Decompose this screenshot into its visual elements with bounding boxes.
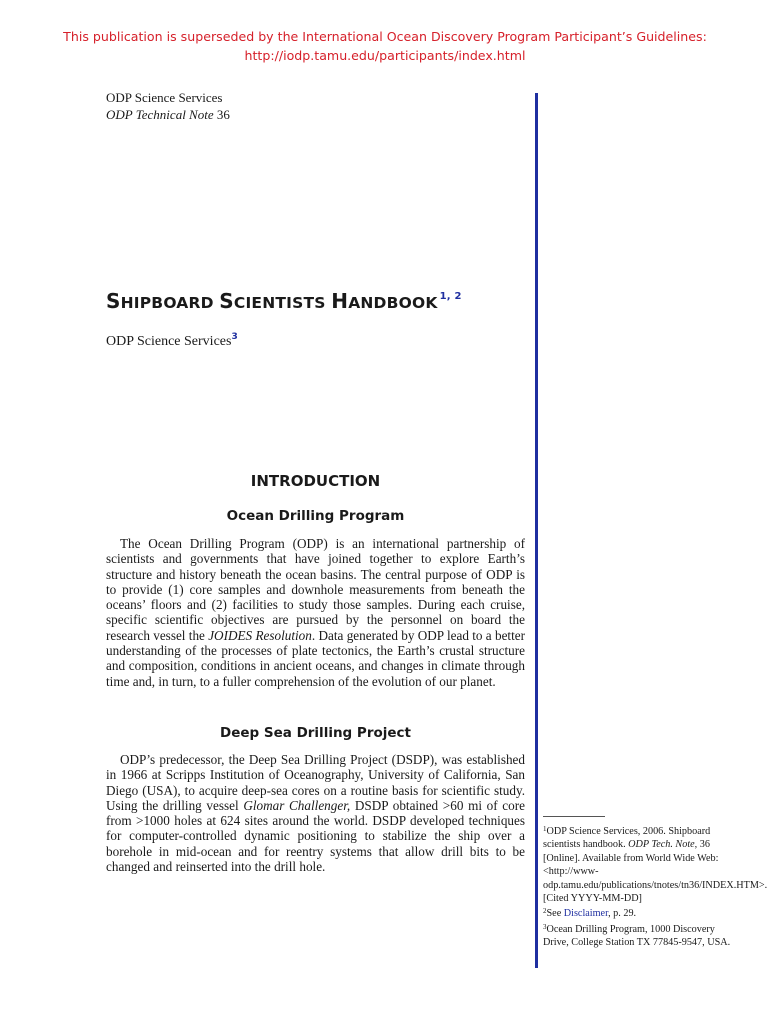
footnote-2-text-a: See: [546, 908, 564, 920]
introduction-heading: INTRODUCTION: [250, 472, 381, 490]
author-footnote-ref[interactable]: 3: [231, 332, 238, 342]
dsdp-ship-name: Glomar Challenger,: [243, 797, 351, 813]
supersession-notice-text: This publication is superseded by the International Ocean Discovery Program Participant’s Guidelines:: [63, 29, 707, 44]
participants-link[interactable]: http://iodp.tamu.edu/participants/index.html: [244, 48, 526, 63]
margin-rule: [535, 93, 538, 968]
dsdp-paragraph: [106, 752, 525, 874]
document-title: [106, 289, 462, 313]
title-word-shipboard: HIPBOARD: [120, 294, 220, 312]
odp-ship-name: JOIDES Resolution: [208, 627, 312, 643]
footnote-3: [543, 921, 731, 950]
odp-text-part1: The Ocean Drilling Program (ODP) is an international partnership of scientists and governments that have joined together to explore Earth’s structure and history beneath the ocean basins. The central purpose of ODP is to provide (1) core samples and downhole measurements from beneath the oceans’ floors and (2) facilities to study those samples. During each cruise, specific scientific objectives are pursued by the personnel on board the research vessel the: [106, 536, 525, 643]
dsdp-heading: Deep Sea Drilling Project: [220, 725, 411, 741]
footnote-1-number: 1: [543, 825, 547, 833]
header-org: ODP Science Services: [106, 90, 223, 105]
dsdp-text-part1: ODP’s predecessor, the Deep Sea Drilling Project (DSDP), was established in 1966 at Scripps Institution of Oceanography, University of California, San Diego (USA), to acquire deep-sea cores on a routine basis for scientific study. Using the drilling vessel: [106, 752, 525, 813]
odp-paragraph: [106, 536, 525, 689]
title-word-scientists: CIENTISTS: [233, 294, 332, 312]
footnote-1: [543, 823, 768, 905]
title-word-handbook: ANDBOOK: [348, 294, 438, 312]
header-note-number: 36: [213, 107, 230, 122]
footnote-2-number: 2: [543, 907, 547, 916]
title-cap-s: S: [106, 289, 121, 313]
footnote-3-text: Ocean Drilling Program, 1000 Discovery Drive, College Station TX 77845-9547, USA.: [543, 923, 731, 949]
header-technical-note: [106, 106, 230, 123]
footnote-1-italic: ODP Tech. Note,: [628, 839, 698, 851]
supersession-notice: [0, 27, 770, 65]
odp-heading: Ocean Drilling Program: [226, 508, 405, 524]
footnote-2-text-b: , p. 29.: [608, 908, 637, 920]
dsdp-text-part2: DSDP obtained >60 mi of core from >1000 holes at 624 sites around the world. DSDP developed techniques for computer-controlled dynamic positioning to stabilize the ship over a borehole in mid-ocean and for reentry systems that allow drill bits to be changed and reinserted into the drill hole.: [106, 797, 526, 875]
footnote-2: [543, 905, 731, 920]
title-footnote-ref[interactable]: 1, 2: [439, 291, 462, 302]
footnote-1-text-a: ODP Science Services, 2006. Shipboard scientists handbook.: [543, 826, 711, 851]
footnote-3-number: 3: [543, 922, 547, 931]
author-line: [106, 332, 238, 350]
disclaimer-link[interactable]: Disclaimer: [563, 908, 609, 920]
footnote-1-text-b: 36 [Online]. Available from World Wide Web: <http://www-odp.tamu.edu/publications/tnotes/tn36/INDEX.HTM>. [Cited YYYY-MM-DD]: [543, 839, 768, 905]
odp-text-part2: . Data generated by ODP lead to a better understanding of the processes of plate tectonics, the Earth’s crustal structure and composition, conditions in ancient oceans, and changes in climate through time and, in turn, to a fuller comprehension of the evolution of our planet.: [106, 627, 525, 689]
footnotes: [543, 816, 768, 950]
footnote-rule: [543, 816, 605, 817]
header-note-title: ODP Technical Note: [106, 107, 214, 122]
title-cap-s2: S: [219, 289, 234, 313]
running-header: [106, 89, 230, 123]
author-name: ODP Science Services: [106, 334, 232, 349]
title-cap-h: H: [331, 289, 349, 313]
